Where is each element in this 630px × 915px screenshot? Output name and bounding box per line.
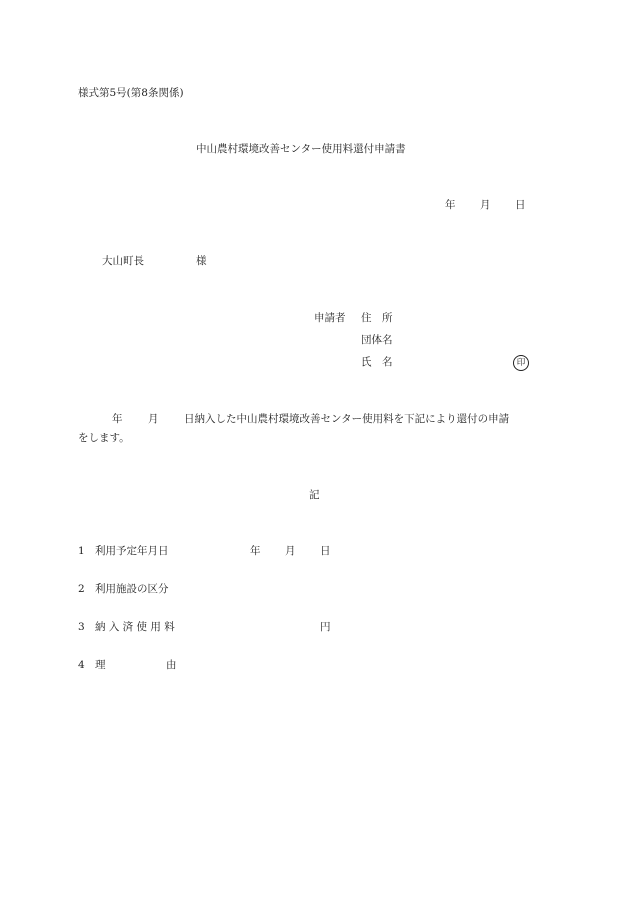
addressee-honorific: 様 (196, 255, 207, 267)
body-month: 月 (148, 413, 159, 425)
item-number: 3 (78, 621, 85, 633)
item-label-part1: 理 (95, 659, 106, 671)
group-name-label: 団体名 (361, 334, 393, 346)
item-day: 日 (320, 545, 331, 557)
date-month: 月 (480, 199, 491, 211)
body-year: 年 (112, 413, 123, 425)
item-number: 4 (78, 659, 85, 671)
address-label: 住 所 (361, 312, 393, 324)
document-title: 中山農村環境改善センター使用料還付申請書 (196, 143, 406, 155)
body-text-line2: をします。 (78, 432, 130, 444)
item-label: 納 入 済 使 用 料 (95, 621, 175, 633)
addressee-name: 大山町長 (102, 255, 144, 267)
item-month: 月 (285, 545, 296, 557)
seal-mark: 印 (513, 355, 529, 371)
applicant-label: 申請者 (314, 312, 346, 324)
body-text-line1: 日納入した中山農村環境改善センター使用料を下記により還付の申請 (184, 413, 510, 425)
item-label: 利用予定年月日 (95, 545, 169, 557)
item-number: 1 (78, 545, 85, 557)
date-day: 日 (515, 199, 526, 211)
item-label: 利用施設の区分 (95, 583, 169, 595)
ki-heading: 記 (309, 489, 320, 501)
item-label-part2: 由 (166, 659, 177, 671)
form-number: 様式第5号(第8条関係) (78, 87, 184, 99)
item-year: 年 (250, 545, 261, 557)
name-label: 氏 名 (361, 356, 393, 368)
item-number: 2 (78, 583, 85, 595)
date-year: 年 (445, 199, 456, 211)
item-unit: 円 (320, 621, 331, 633)
